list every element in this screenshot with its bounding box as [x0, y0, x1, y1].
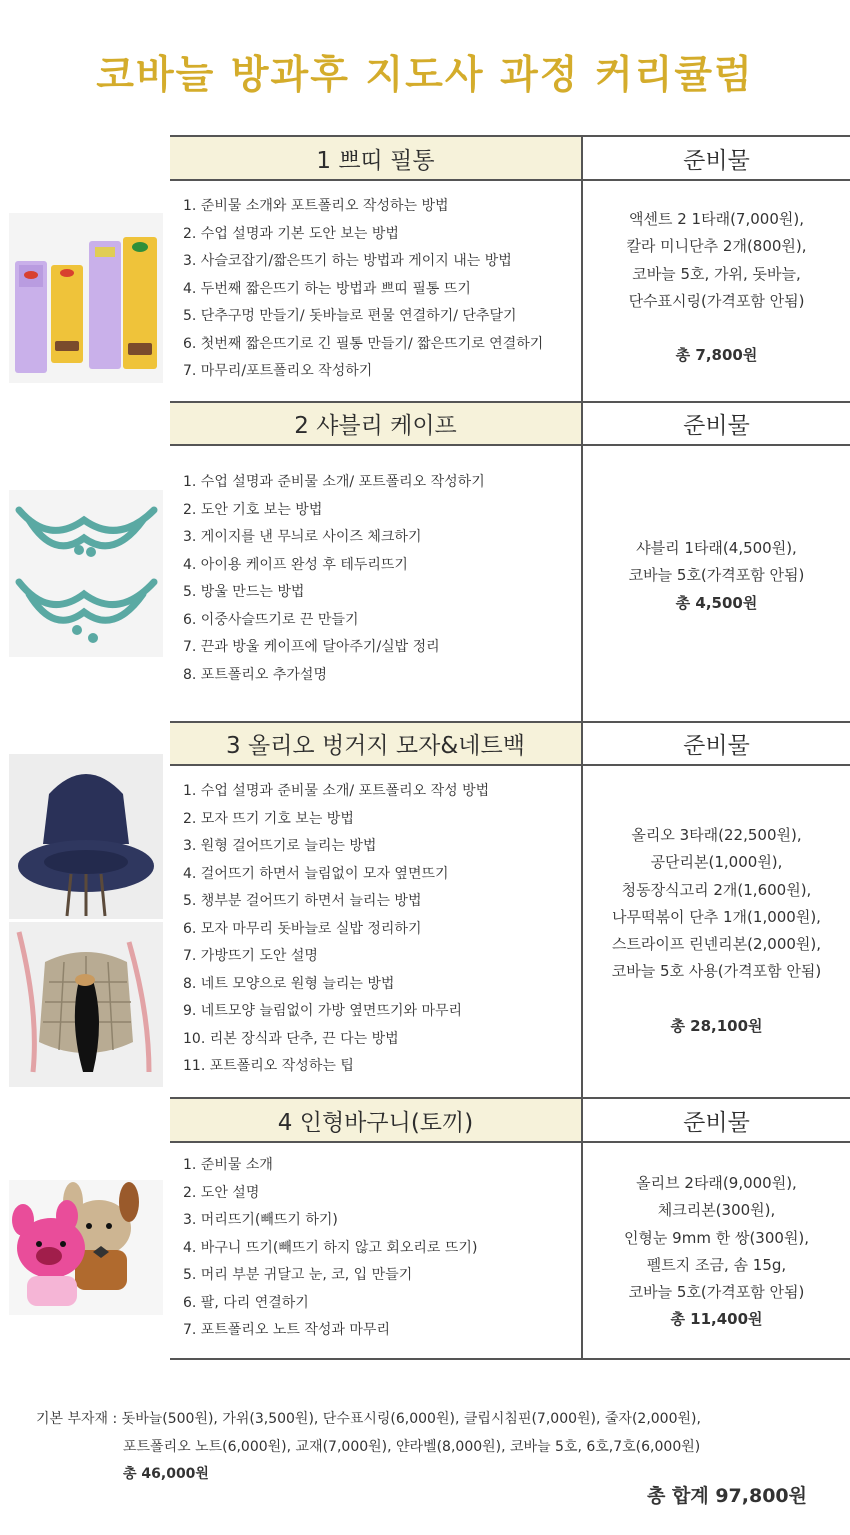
step-item: 1. 준비물 소개: [183, 1157, 273, 1173]
section-4-materials-heading: 준비물: [683, 1109, 750, 1136]
material-item: 공단리본(1,000원),: [650, 853, 783, 872]
step-item: 3. 사슬코잡기/짧은뜨기 하는 방법과 게이지 내는 방법: [183, 253, 512, 269]
supplies-line: 기본 부자재 : 돗바늘(500원), 가위(3,500원), 단수표시링(6,000원), 클립시침핀(7,000원), 줄자(2,000원),: [36, 1411, 701, 1427]
material-item: 체크리본(300원),: [657, 1201, 776, 1220]
section-3-materials-heading: 준비물: [683, 733, 750, 759]
section-1-heading: 1 쁘띠 필통: [170, 137, 581, 179]
material-item: 샤블리 1타래(4,500원),: [636, 539, 797, 557]
material-item: 펠트지 조금, 솜 15g,: [646, 1255, 787, 1274]
section-1-total: 총 7,800원: [675, 346, 758, 365]
step-item: 10. 리본 장식과 단추, 끈 다는 방법: [183, 1030, 399, 1047]
material-item: 코바늘 5호 사용(가격포함 안됨): [611, 962, 822, 981]
step-item: 7. 포트폴리오 노트 작성과 마무리: [183, 1322, 390, 1338]
step-item: 4. 아이용 케이프 완성 후 테두리뜨기: [183, 556, 408, 573]
step-item: 2. 수업 설명과 기본 도안 보는 방법: [183, 225, 399, 242]
material-item: 칼라 미니단추 2개(800원),: [626, 237, 807, 256]
step-item: 4. 걸어뜨기 하면서 늘림없이 모자 옆면뜨기: [183, 865, 449, 882]
material-item: 나무떡볶이 단추 1개(1,000원),: [612, 907, 821, 926]
material-item: 올리브 2타래(9,000원),: [636, 1174, 797, 1192]
section-3-heading: 3 올리오 벙거지 모자&네트백: [170, 723, 581, 764]
material-item: 올리오 3타래(22,500원),: [631, 826, 802, 844]
table-rule: [170, 1141, 850, 1143]
step-item: 1. 수업 설명과 준비물 소개/ 포트폴리오 작성하기: [183, 474, 485, 490]
step-item: 4. 바구니 뜨기(빼뜨기 하지 않고 회오리로 뜨기): [183, 1239, 478, 1256]
grand-total: 총 합계 97,800원: [647, 1485, 807, 1507]
net-bag-photo: [9, 922, 163, 1087]
table-rule: [170, 764, 850, 766]
step-item: 9. 네트모양 늘림없이 가방 옆면뜨기와 마무리: [183, 1003, 463, 1019]
step-item: 6. 첫번째 짧은뜨기로 긴 필통 만들기/ 짧은뜨기로 연결하기: [183, 335, 544, 352]
material-item: 단수표시링(가격포함 안됨): [628, 291, 805, 310]
step-item: 5. 머리 부분 귀달고 눈, 코, 입 만들기: [183, 1267, 413, 1283]
material-item: 코바늘 5호(가격포함 안됨): [628, 566, 805, 585]
step-item: 3. 머리뜨기(빼뜨기 하기): [183, 1212, 338, 1228]
step-item: 8. 포트폴리오 추가설명: [183, 666, 327, 683]
step-item: 1. 준비물 소개와 포트폴리오 작성하는 방법: [183, 198, 449, 214]
step-item: 7. 끈과 방울 케이프에 달아주기/실밥 정리: [183, 639, 440, 655]
bucket-hat-photo: [9, 754, 163, 919]
bunny-dolls-photo: [9, 1180, 163, 1315]
step-item: 2. 모자 뜨기 기호 보는 방법: [183, 810, 354, 827]
pencil-cases-photo: [9, 213, 163, 383]
basic-supplies-note: [36, 1406, 701, 1489]
step-item: 7. 가방뜨기 도안 설명: [183, 948, 318, 964]
section-2-materials: [583, 535, 850, 617]
material-item: 액센트 2 1타래(7,000원),: [629, 210, 804, 228]
section-4-steps: [183, 1152, 477, 1345]
step-item: 2. 도안 기호 보는 방법: [183, 501, 323, 518]
material-item: 청동장식고리 2개(1,600원),: [621, 880, 812, 899]
section-4-total: 총 11,400원: [670, 1310, 763, 1329]
material-item: 인형눈 9mm 한 쌍(300원),: [623, 1228, 810, 1247]
section-2-heading: 2 샤블리 케이프: [170, 403, 581, 444]
step-item: 4. 두번째 짧은뜨기 하는 방법과 쁘띠 필통 뜨기: [183, 280, 471, 297]
table-rule: [170, 179, 850, 181]
section-2-total: 총 4,500원: [675, 593, 758, 612]
cape-collars-photo: [9, 490, 163, 657]
supplies-line: 포트폴리오 노트(6,000원), 교재(7,000원), 얀라벨(8,000원), 코바늘 5호, 6호,7호(6,000원): [123, 1438, 701, 1455]
step-item: 6. 팔, 다리 연결하기: [183, 1294, 309, 1311]
material-item: [583, 986, 850, 1013]
section-3-total: 총 28,100원: [670, 1016, 763, 1035]
table-rule: [170, 1358, 850, 1360]
material-item: 코바늘 5호, 가위, 돗바늘,: [632, 264, 801, 283]
section-2-materials-heading: 준비물: [683, 413, 750, 439]
step-item: 5. 방울 만드는 방법: [183, 584, 305, 600]
step-item: 2. 도안 설명: [183, 1184, 260, 1201]
material-item: 스트라이프 린넨리본(2,000원),: [611, 935, 822, 954]
step-item: 7. 마무리/포트폴리오 작성하기: [183, 363, 373, 379]
page-title: 코바늘 방과후 지도사 과정 커리큘럼: [96, 53, 754, 98]
step-item: 6. 모자 마무리 돗바늘로 실밥 정리하기: [183, 920, 422, 937]
section-1-materials: [583, 206, 850, 369]
material-item: 코바늘 5호(가격포함 안됨): [628, 1283, 805, 1302]
section-2-steps: [183, 469, 485, 689]
material-item: [583, 315, 850, 342]
section-1-materials-heading: 준비물: [683, 147, 750, 174]
section-4-heading: 4 인형바구니(토끼): [170, 1099, 581, 1141]
step-item: 1. 수업 설명과 준비물 소개/ 포트폴리오 작성 방법: [183, 783, 490, 799]
step-item: 5. 챙부분 걸어뜨기 하면서 늘리는 방법: [183, 893, 422, 909]
step-item: 3. 원형 걸어뜨기로 늘리는 방법: [183, 838, 377, 854]
step-item: 11. 포트폴리오 작성하는 팁: [183, 1058, 354, 1074]
step-item: 3. 게이지를 낸 무늬로 사이즈 체크하기: [183, 529, 422, 545]
step-item: 6. 이중사슬뜨기로 끈 만들기: [183, 611, 359, 628]
section-3-materials: [583, 822, 850, 1040]
table-rule: [170, 444, 850, 446]
step-item: 5. 단추구멍 만들기/ 돗바늘로 편물 연결하기/ 단추달기: [183, 308, 517, 324]
section-1-steps: [183, 193, 543, 386]
section-3-steps: [183, 778, 489, 1081]
supplies-total: 총 46,000원: [123, 1466, 209, 1482]
step-item: 8. 네트 모양으로 원형 늘리는 방법: [183, 975, 395, 992]
section-4-materials: [583, 1170, 850, 1334]
